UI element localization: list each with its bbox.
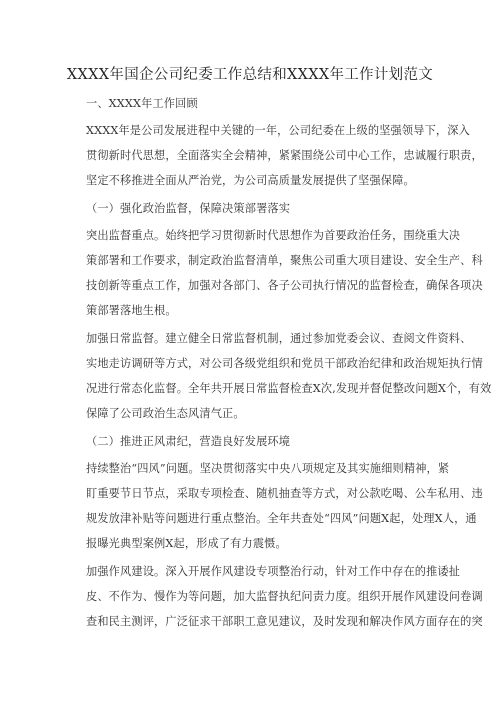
paragraph-line: 况进行常态化监督。全年共开展日常监督检查X次,发现并督促整改问题X个，有效 bbox=[86, 382, 492, 395]
paragraph-line: 策部署和工作要求，制定政治监督清单，聚焦公司重大项目建设、安全生产、科 bbox=[86, 254, 483, 267]
subsection-heading: （一）强化政治监督，保障决策部署落实 bbox=[86, 202, 291, 215]
paragraph-line: 突出监督重点。始终把学习贯彻新时代思想作为首要政治任务，围绕重大决 bbox=[86, 229, 461, 242]
paragraph-line: 查和民主测评，广泛征求干部职工意见建议，及时发现和解决作风方面存在的突 bbox=[86, 615, 483, 628]
paragraph-line: 持续整治“四风”问题。坚决贯彻落实中央八项规定及其实施细则精神，紧 bbox=[86, 462, 450, 475]
paragraph-line: 策部署落地生根。 bbox=[86, 304, 177, 317]
paragraph-line: 技创新等重点工作，加强对各部门、各子公司执行情况的监督检查，确保各项决 bbox=[86, 279, 483, 292]
paragraph-line: 盯重要节日节点，采取专项检查、随机抽查等方式，对公款吃喝、公车私用、违 bbox=[86, 487, 483, 500]
paragraph-line: 加强作风建设。深入开展作风建设专项整治行动，针对工作中存在的推诿扯 bbox=[86, 565, 461, 578]
paragraph-line: 保障了公司政治生态风清气正。 bbox=[86, 407, 245, 420]
paragraph-line: 坚定不移推进全面从严治党，为公司高质量发展提供了坚强保障。 bbox=[86, 174, 415, 187]
paragraph-line: 实地走访调研等方式，对公司各级党组织和党员干部政治纪律和政治规矩执行情 bbox=[86, 357, 483, 370]
subsection-heading: （二）推进正风肃纪，营造良好发展环境 bbox=[86, 435, 291, 448]
paragraph-line: XXXX年是公司发展进程中关键的一年，公司纪委在上级的坚强领导下，深入 bbox=[86, 124, 470, 137]
paragraph-line: 加强日常监督。建立健全日常监督机制，通过参加党委会议、查阅文件资料、 bbox=[86, 332, 472, 345]
paragraph-line: 贯彻新时代思想，全面落实全会精神，紧紧围绕公司中心工作，忠诚履行职责， bbox=[86, 149, 483, 162]
document-title: XXXX年国企公司纪委工作总结和XXXX年工作计划范文 bbox=[66, 67, 434, 83]
paragraph-line: 报曝光典型案例X起，形成了有力震慑。 bbox=[86, 537, 287, 550]
paragraph-line: 规发放津补贴等问题进行重点整治。全年共查处“四风”问题X起，处理X人，通 bbox=[86, 512, 477, 525]
paragraph-line: 皮、不作为、慢作为等问题，加大监督执纪问责力度。组织开展作风建设问卷调 bbox=[86, 590, 483, 603]
section-heading: 一、XXXX年工作回顾 bbox=[86, 97, 198, 110]
